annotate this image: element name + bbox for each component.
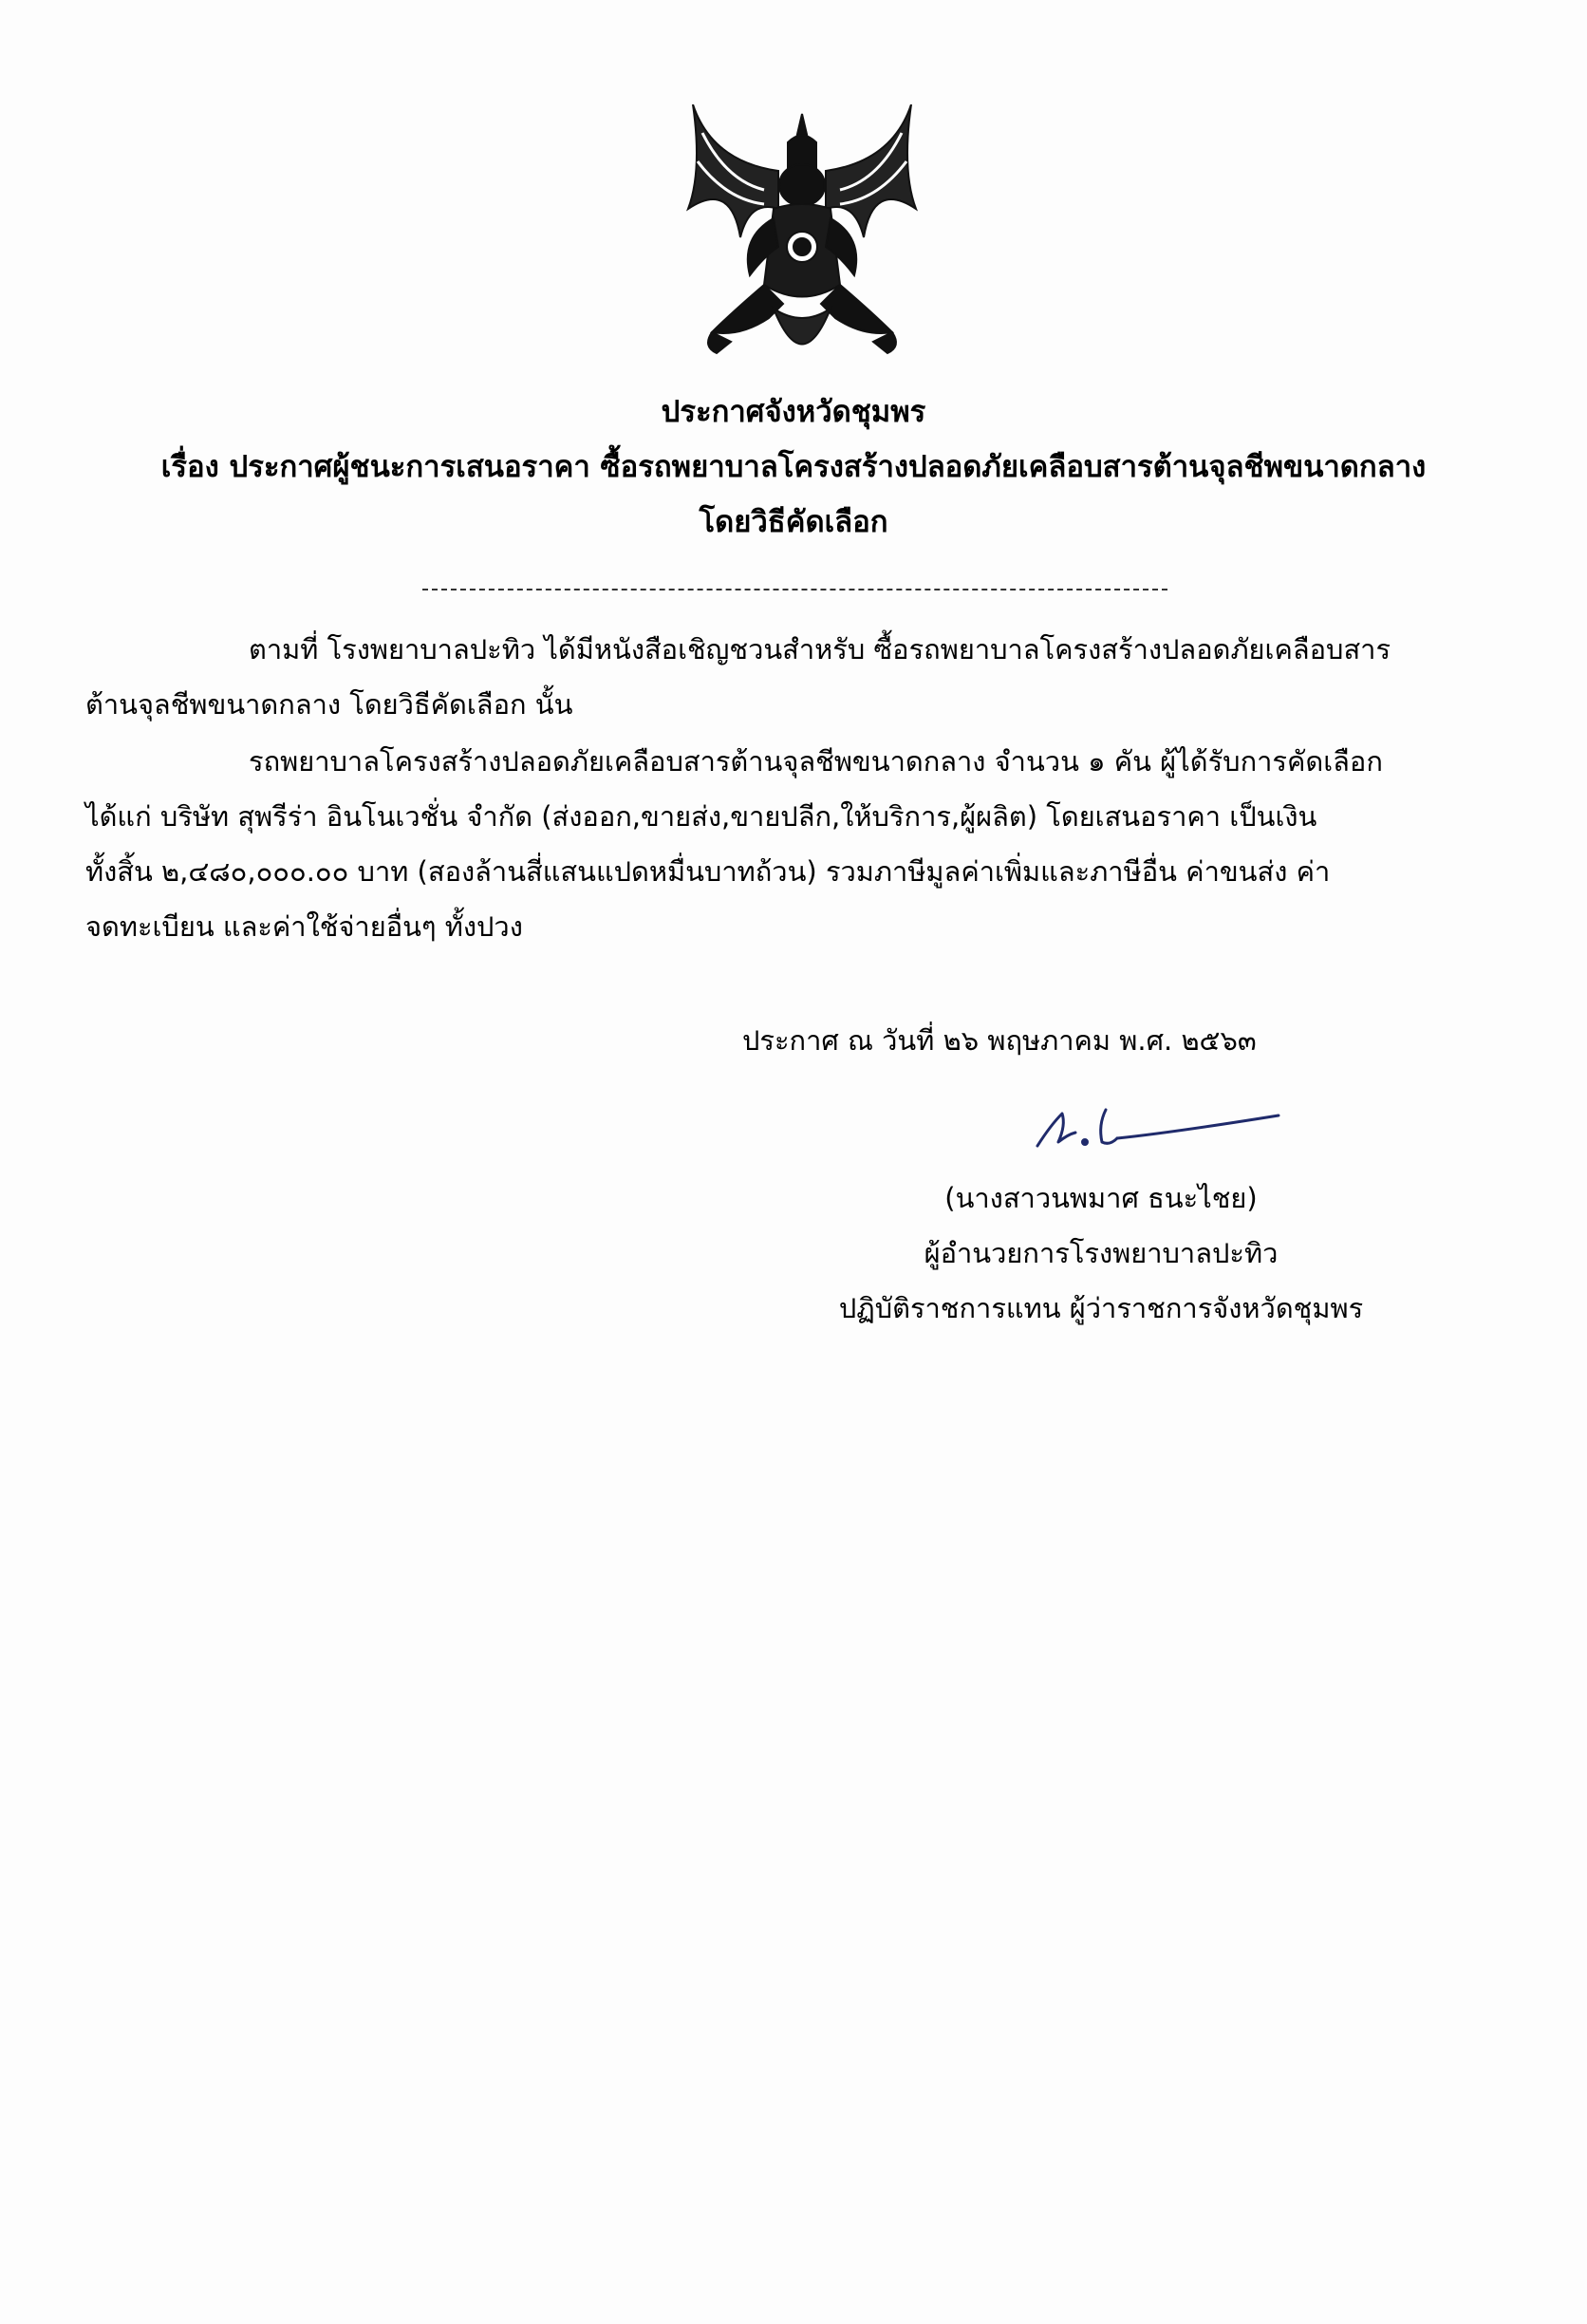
- announcement-subject: เรื่อง ประกาศผู้ชนะการเสนอราคา ซื้อรถพยาบาลโครงสร้างปลอดภัยเคลือบสารต้านจุลชีพขนาดกลาง: [160, 450, 1427, 484]
- announcement-method: โดยวิธีคัดเลือก: [699, 505, 888, 539]
- body-paragraph-2-line-2: ได้แก่ บริษัท สุพรีร่า อินโนเวชั่น จำกัด (ส่งออก,ขายส่ง,ขายปลีก,ให้บริการ,ผู้ผลิต) โดยเสนอราคา เป็นเงิน: [85, 800, 1317, 833]
- body-paragraph-1-line-1: ตามที่ โรงพยาบาลปะทิว ได้มีหนังสือเชิญชวนสำหรับ ซื้อรถพยาบาลโครงสร้างปลอดภัยเคลือบสาร: [249, 633, 1391, 665]
- announcement-title: ประกาศจังหวัดชุมพร: [661, 395, 926, 429]
- signer-name: (นางสาวนพมาศ ธนะไชย): [944, 1182, 1258, 1214]
- garuda-emblem-icon: [674, 104, 930, 380]
- body-paragraph-2-line-1: รถพยาบาลโครงสร้างปลอดภัยเคลือบสารต้านจุลชีพขนาดกลาง จำนวน ๑ คัน ผู้ได้รับการคัดเลือก: [249, 745, 1383, 778]
- body-paragraph-1-line-2: ต้านจุลชีพขนาดกลาง โดยวิธีคัดเลือก นั้น: [85, 688, 573, 721]
- handwritten-signature: [1030, 1096, 1286, 1163]
- body-paragraph-2-line-3: ทั้งสิ้น ๒,๔๘๐,๐๐๐.๐๐ บาท (สองล้านสี่แสนแปดหมื่นบาทถ้วน) รวมภาษีมูลค่าเพิ่มและภาษีอื่น ค่าขนส่ง ค่า: [85, 855, 1331, 888]
- header-divider: [422, 589, 1167, 590]
- signer-acting-for: ปฏิบัติราชการแทน ผู้ว่าราชการจังหวัดชุมพร: [838, 1292, 1364, 1324]
- body-paragraph-2-line-4: จดทะเบียน และค่าใช้จ่ายอื่นๆ ทั้งปวง: [85, 910, 523, 943]
- announcement-date: ประกาศ ณ วันที่ ๒๖ พฤษภาคม พ.ศ. ๒๕๖๓: [742, 1024, 1257, 1057]
- signer-position: ผู้อำนวยการโรงพยาบาลปะทิว: [924, 1237, 1279, 1269]
